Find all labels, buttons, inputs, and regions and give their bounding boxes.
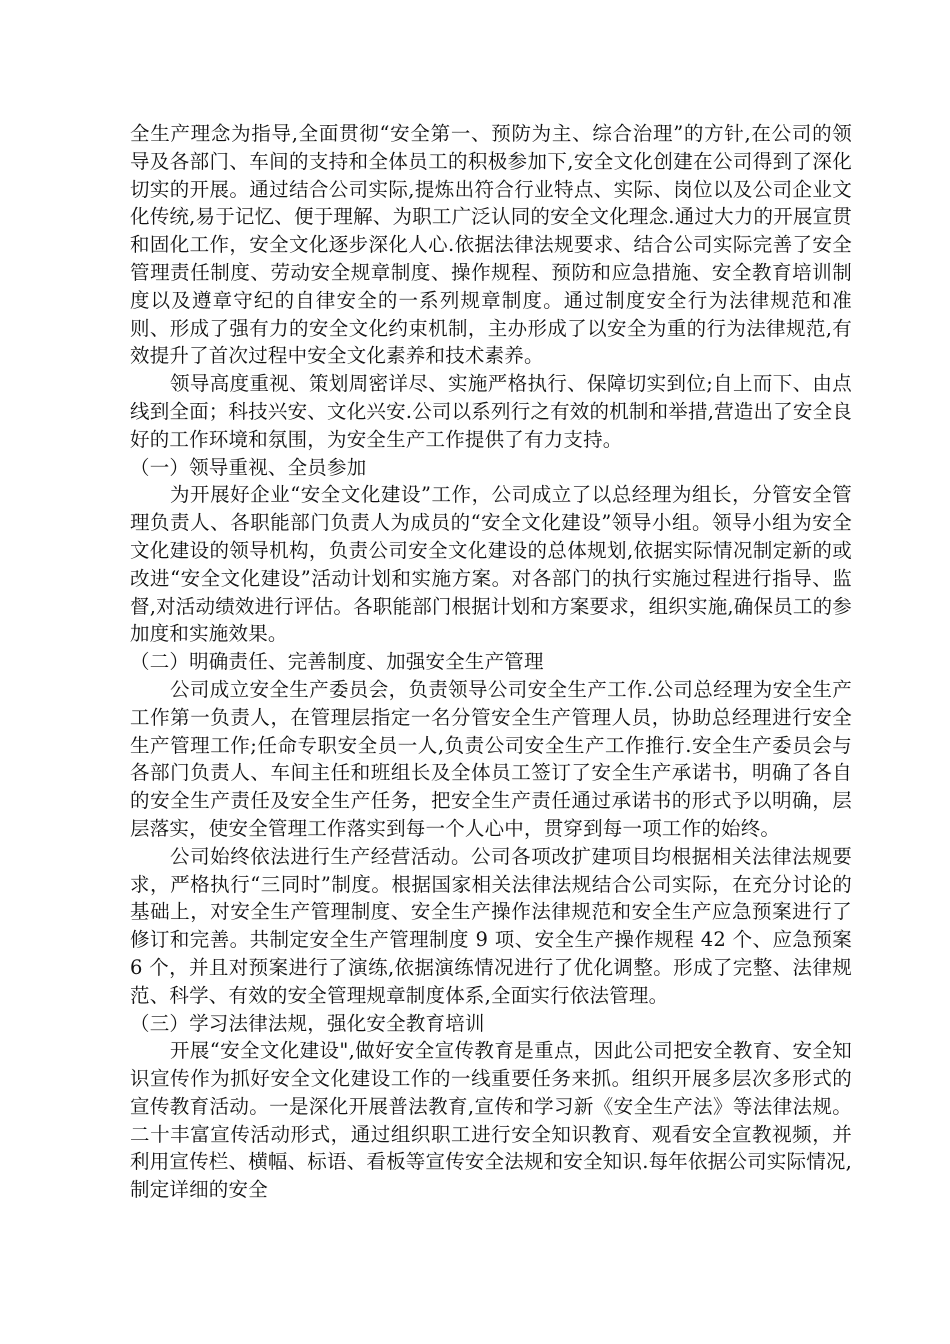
paragraph-section-3-body: 开展“安全文化建设",做好安全宣传教育是重点，因此公司把安全教育、安全知识宣传作为抓好安全文化建设工作的一线重要任务来抓。组织开展多层次多形式的宣传教育活动。一是深化开展普法教育,宣传和学习新《安全生产法》等法律法规。二十丰富宣传活动形式，通过组织职工进行安全知识教育、观看安全宣教视频，并利用宣传栏、横幅、标语、看板等宣传安全法规和安全知识.每年依据公司实际情况,制定详细的安全 (130, 1039, 852, 1202)
section-heading-1: （一）领导重视、全员参加 (130, 455, 367, 479)
document-body (130, 120, 852, 1204)
section-heading-3: （三）学习法律法规，强化安全教育培训 (130, 1011, 485, 1035)
paragraph-section-2-body-2: 公司始终依法进行生产经营活动。公司各项改扩建项目均根据相关法律法规要求，严格执行“三同时”制度。根据国家相关法律法规结合公司实际，在充分讨论的基础上，对安全生产管理制度、安全生产操作法律规范和安全生产应急预案进行了修订和完善。共制定安全生产管理制度 9 项、安全生产操作规程 42 个、应急预案 6 个，并且对预案进行了演练,依据演练情况进行了优化调整。形成了完整、法律规范、科学、有效的安全管理规章制度体系,全面实行依法管理。 (130, 844, 852, 1007)
paragraph-section-1-body: 为开展好企业“安全文化建设”工作，公司成立了以总经理为组长，分管安全管理负责人、各职能部门负责人为成员的“安全文化建设”领导小组。领导小组为安全文化建设的领导机构，负责公司安全文化建设的总体规划,依据实际情况制定新的或改进“安全文化建设”活动计划和实施方案。对各部门的执行实施过程进行指导、监督,对活动绩效进行评估。各职能部门根据计划和方案要求，组织实施,确保员工的参加度和实施效果。 (130, 483, 852, 646)
paragraph-section-2-body-1: 公司成立安全生产委员会，负责领导公司安全生产工作.公司总经理为安全生产工作第一负责人，在管理层指定一名分管安全生产管理人员，协助总经理进行安全生产管理工作;任命专职安全员一人,负责公司安全生产工作推行.安全生产委员会与各部门负责人、车间主任和班组长及全体员工签订了安全生产承诺书，明确了各自的安全生产责任及安全生产任务，把安全生产责任通过承诺书的形式予以明确，层层落实，使安全管理工作落实到每一个人心中，贯穿到每一项工作的始终。 (130, 677, 852, 840)
section-heading-2: （二）明确责任、完善制度、加强安全生产管理 (130, 650, 544, 674)
paragraph-intro-continuation: 全生产理念为指导,全面贯彻“安全第一、预防为主、综合治理”的方针,在公司的领导及各部门、车间的支持和全体员工的积极参加下,安全文化创建在公司得到了深化切实的开展。通过结合公司实际,提炼出符合行业特点、实际、岗位以及公司企业文化传统,易于记忆、便于理解、为职工广泛认同的安全文化理念.通过大力的开展宣贯和固化工作，安全文化逐步深化人心.依据法律法规要求、结合公司实际完善了安全管理责任制度、劳动安全规章制度、操作规程、预防和应急措施、安全教育培训制度以及遵章守纪的自律安全的一系列规章制度。通过制度安全行为法律规范和准则、形成了强有力的安全文化约束机制，主办形成了以安全为重的行为法律规范,有效提升了首次过程中安全文化素养和技术素养。 (130, 122, 852, 368)
paragraph-leadership-summary: 领导高度重视、策划周密详尽、实施严格执行、保障切实到位;自上而下、由点线到全面；科技兴安、文化兴安.公司以系列行之有效的机制和举措,营造出了安全良好的工作环境和氛围，为安全生产工作提供了有力支持。 (130, 372, 852, 451)
